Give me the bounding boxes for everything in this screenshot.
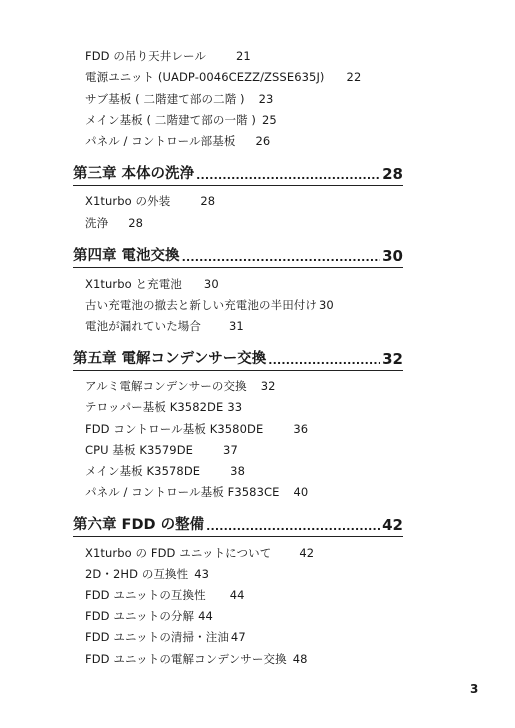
entry-page: 21: [235, 49, 251, 63]
entry-title: 電源ユニット (UADP-0046CEZZ/ZSSE635J): [85, 70, 325, 84]
chapter-title: 第四章 電池交換: [73, 248, 180, 264]
toc-entry: [85, 378, 276, 394]
entry-title: FDD ユニットの清掃・注油: [85, 630, 229, 644]
entry-page: 37: [223, 443, 238, 457]
toc-entry: [85, 112, 277, 128]
entry-page: 40: [293, 485, 309, 499]
chapter-page: 42: [382, 516, 403, 534]
chapter-page: 32: [382, 350, 403, 368]
toc-entry: [85, 399, 242, 415]
dot-leader: [206, 520, 380, 536]
chapter-heading[interactable]: [73, 349, 403, 371]
entry-title: 古い充電池の撤去と新しい充電池の半田付け: [85, 298, 317, 312]
toc-entry: [85, 566, 209, 582]
entry-page: 30: [319, 298, 334, 312]
entry-page: 22: [346, 70, 362, 84]
entry-title: FDD コントロール基板 K3580DE: [85, 422, 264, 436]
entry-page: 25: [262, 113, 277, 127]
entry-title: メイン基板 ( 二階建て部の一階 ): [85, 113, 257, 127]
toc-entry: [85, 442, 238, 458]
entry-title: メイン基板 K3578DE: [85, 464, 201, 478]
entry-page: 42: [299, 546, 315, 560]
toc-entry: [85, 91, 273, 107]
toc-entry: [85, 193, 215, 209]
toc-entry: [85, 608, 213, 624]
entry-title: サブ基板 ( 二階建て部の二階 ): [85, 92, 245, 106]
entry-title: テロッパー基板 K3582DE: [85, 400, 224, 414]
entry-page: 28: [200, 194, 216, 208]
toc-entry: [85, 629, 246, 645]
entry-page: 30: [203, 277, 219, 291]
toc-entry: [85, 297, 334, 313]
entry-title: FDD ユニットの電解コンデンサー交換: [85, 652, 287, 666]
entry-page: 38: [230, 464, 245, 478]
entry-title: FDD ユニットの互換性: [85, 588, 206, 602]
chapter-heading[interactable]: [73, 246, 403, 268]
entry-page: 32: [260, 379, 276, 393]
toc-entry: [85, 587, 245, 603]
entry-page: 44: [229, 588, 245, 602]
entry-title: CPU 基板 K3579DE: [85, 443, 194, 457]
entry-title: FDD ユニットの分解: [85, 609, 195, 623]
entry-title: X1turbo と充電池: [85, 277, 182, 291]
entry-page: 31: [229, 319, 244, 333]
chapter-title: 第六章 FDD の整備: [73, 517, 205, 533]
page-number: 3: [470, 682, 479, 696]
toc-entry: [85, 318, 244, 334]
toc-entry: [85, 133, 270, 149]
chapter-page: 30: [382, 247, 403, 265]
toc-entry: [85, 69, 361, 85]
toc-entry: [85, 48, 251, 64]
entry-title: パネル / コントロール部基板: [85, 134, 236, 148]
toc-entry: [85, 545, 314, 561]
chapter-heading[interactable]: [73, 515, 403, 537]
toc-entry: [85, 651, 308, 667]
dot-leader: [182, 251, 381, 267]
toc-entry: [85, 421, 308, 437]
entry-title: 電池が漏れていた場合: [85, 319, 201, 333]
dot-leader: [268, 354, 380, 370]
chapter-page: 28: [382, 165, 403, 183]
chapter-title: 第五章 電解コンデンサー交換: [73, 351, 267, 367]
entry-page: 36: [293, 422, 309, 436]
entry-title: 洗浄: [85, 216, 109, 230]
entry-title: パネル / コントロール基板 F3583CE: [85, 485, 280, 499]
toc-entry: [85, 484, 308, 500]
entry-page: 23: [258, 92, 274, 106]
entry-page: 26: [255, 134, 271, 148]
entry-title: 2D・2HD の互換性: [85, 567, 189, 581]
toc-entry: [85, 463, 245, 479]
dot-leader: [196, 169, 380, 185]
entry-title: X1turbo の外装: [85, 194, 171, 208]
toc-entry: [85, 215, 143, 231]
entry-title: FDD の吊り天井レール: [85, 49, 206, 63]
entry-page: 48: [292, 652, 308, 666]
entry-title: X1turbo の FDD ユニットについて: [85, 546, 272, 560]
entry-page: 44: [198, 609, 213, 623]
chapter-title: 第三章 本体の洗浄: [73, 166, 195, 182]
entry-page: 43: [194, 567, 210, 581]
toc-entry: [85, 276, 219, 292]
entry-page: 33: [227, 400, 243, 414]
chapter-heading[interactable]: [73, 164, 403, 186]
entry-title: アルミ電解コンデンサーの交換: [85, 379, 247, 393]
entry-page: 28: [128, 216, 144, 230]
entry-page: 47: [230, 630, 246, 644]
